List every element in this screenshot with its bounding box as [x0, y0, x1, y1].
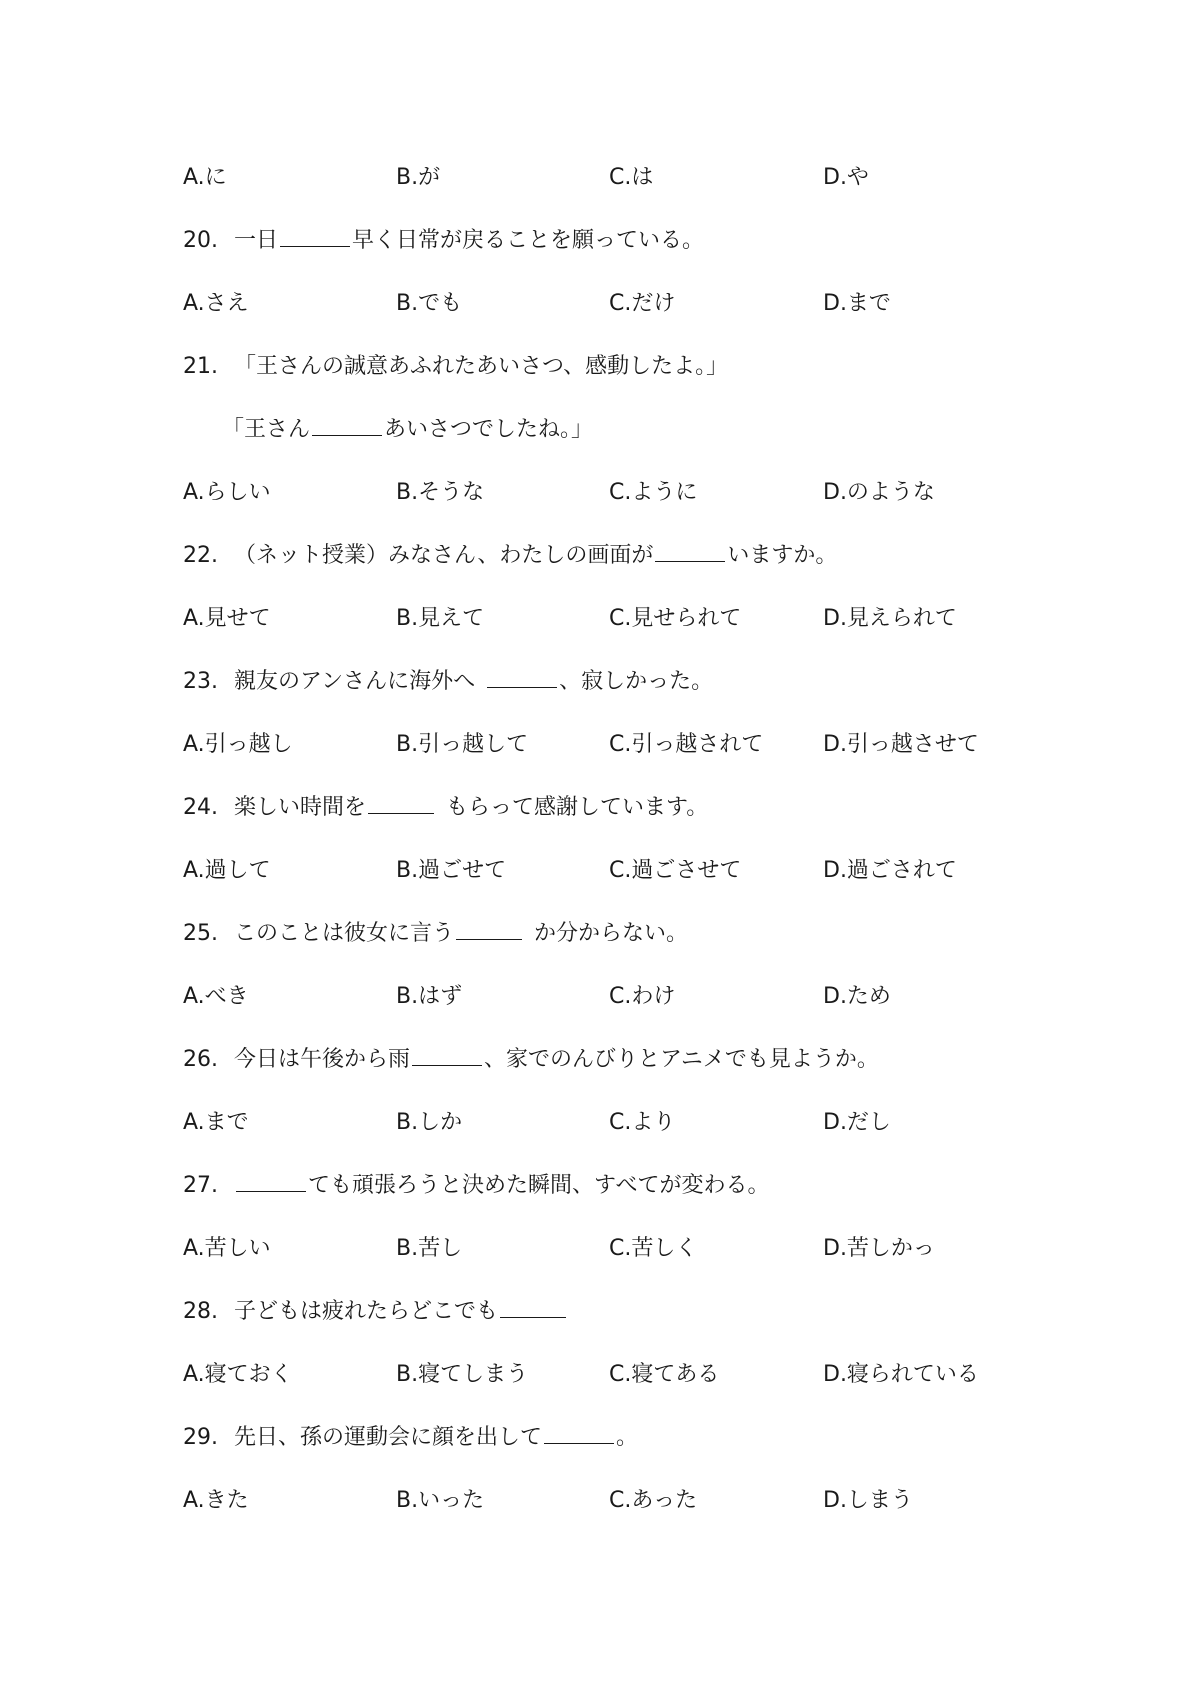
option-b: B.はず — [396, 984, 463, 1009]
question-20 — [183, 223, 704, 259]
question-text-before: 親友のアンさんに海外へ — [234, 669, 476, 694]
option-a: A.らしい — [183, 480, 271, 505]
answer-blank — [500, 1316, 566, 1318]
option-c: C.見せられて — [609, 606, 742, 631]
question-text-after: ても頑張ろうと決めた瞬間、すべてが変わる。 — [308, 1173, 770, 1198]
question-number: 25. — [183, 921, 218, 946]
reply-text-after: あいさつでしたね。」 — [384, 417, 594, 442]
option-a: A.見せて — [183, 606, 271, 631]
question-text-before: （ネット授業）みなさん、わたしの画面が — [234, 543, 654, 568]
question-28 — [183, 1294, 568, 1330]
question-text-after: 早く日常が戻ることを願っている。 — [352, 228, 705, 253]
question-number: 23. — [183, 669, 218, 694]
option-b: B.寝てしまう — [396, 1362, 529, 1387]
question-number: 24. — [183, 795, 218, 820]
option-b: B.苦し — [396, 1236, 463, 1261]
option-d: D.ため — [823, 984, 891, 1009]
option-d: D.しまう — [823, 1488, 913, 1513]
answer-blank — [456, 938, 522, 940]
answer-blank — [280, 245, 350, 247]
option-b: B.が — [396, 165, 441, 190]
option-c: C.より — [609, 1110, 676, 1135]
option-d: D.まで — [823, 291, 891, 316]
option-c: C.だけ — [609, 291, 676, 316]
option-d: D.だし — [823, 1110, 891, 1135]
option-d: D.のような — [823, 480, 935, 505]
option-a: A.べき — [183, 984, 249, 1009]
option-a: A.きた — [183, 1488, 249, 1513]
question-text-after: 、家でのんびりとアニメでも見ようか。 — [484, 1047, 879, 1072]
option-c: C.わけ — [609, 984, 676, 1009]
option-d: D.や — [823, 165, 869, 190]
question-number: 26. — [183, 1047, 218, 1072]
question-text-before: 子どもは疲れたらどこでも — [234, 1299, 499, 1324]
option-b: B.でも — [396, 291, 463, 316]
option-d: D.引っ越させて — [823, 732, 979, 757]
answer-blank — [312, 434, 382, 436]
question-number: 28. — [183, 1299, 218, 1324]
option-c: C.あった — [609, 1488, 698, 1513]
question-number: 22. — [183, 543, 218, 568]
question-27 — [183, 1168, 770, 1204]
question-number: 27. — [183, 1173, 218, 1198]
option-b: B.見えて — [396, 606, 485, 631]
option-d: D.寝られている — [823, 1362, 979, 1387]
option-c: C.苦しく — [609, 1236, 698, 1261]
question-text-before: 先日、孫の運動会に顔を出して — [234, 1425, 543, 1450]
answer-blank — [544, 1442, 614, 1444]
option-b: B.引っ越して — [396, 732, 529, 757]
question-21 — [183, 349, 728, 385]
option-a: A.まで — [183, 1110, 249, 1135]
option-b: B.いった — [396, 1488, 485, 1513]
option-b: B.しか — [396, 1110, 463, 1135]
question-text-before: 一日 — [234, 228, 279, 253]
question-26 — [183, 1042, 879, 1078]
question-number: 20. — [183, 228, 218, 253]
answer-blank — [412, 1064, 482, 1066]
option-b: B.過ごせて — [396, 858, 507, 883]
option-a: A.過して — [183, 858, 271, 883]
option-a: A.さえ — [183, 291, 249, 316]
option-c: C.ように — [609, 480, 698, 505]
answer-blank — [655, 560, 725, 562]
question-text-before: 今日は午後から雨 — [234, 1047, 411, 1072]
option-a: A.に — [183, 165, 227, 190]
option-b: B.そうな — [396, 480, 485, 505]
question-23 — [183, 664, 713, 700]
option-c: C.は — [609, 165, 654, 190]
answer-blank — [487, 686, 557, 688]
answer-blank — [368, 812, 434, 814]
question-29 — [183, 1420, 638, 1456]
answer-blank — [236, 1190, 306, 1192]
option-d: D.苦しかっ — [823, 1236, 935, 1261]
question-22 — [183, 538, 837, 574]
reply-text-before: 「王さん — [222, 417, 311, 442]
question-text: 「王さんの誠意あふれたあいさつ、感動したよ。」 — [234, 354, 729, 379]
question-text-after: 、寂しかった。 — [559, 669, 714, 694]
option-c: C.寝てある — [609, 1362, 720, 1387]
option-d: D.過ごされて — [823, 858, 957, 883]
question-21-reply — [222, 412, 593, 448]
option-a: A.引っ越し — [183, 732, 293, 757]
question-text-after: いますか。 — [727, 543, 838, 568]
question-25 — [183, 916, 688, 952]
question-text-after: 。 — [616, 1425, 639, 1450]
option-d: D.見えられて — [823, 606, 957, 631]
option-c: C.引っ越されて — [609, 732, 764, 757]
question-number: 21. — [183, 354, 218, 379]
option-c: C.過ごさせて — [609, 858, 742, 883]
question-text-before: 楽しい時間を — [234, 795, 367, 820]
question-text-after: もらって感謝しています。 — [446, 795, 709, 820]
question-text-before: このことは彼女に言う — [234, 921, 455, 946]
option-a: A.寝ておく — [183, 1362, 293, 1387]
question-24 — [183, 790, 708, 826]
question-text-after: か分からない。 — [534, 921, 689, 946]
option-a: A.苦しい — [183, 1236, 271, 1261]
question-number: 29. — [183, 1425, 218, 1450]
